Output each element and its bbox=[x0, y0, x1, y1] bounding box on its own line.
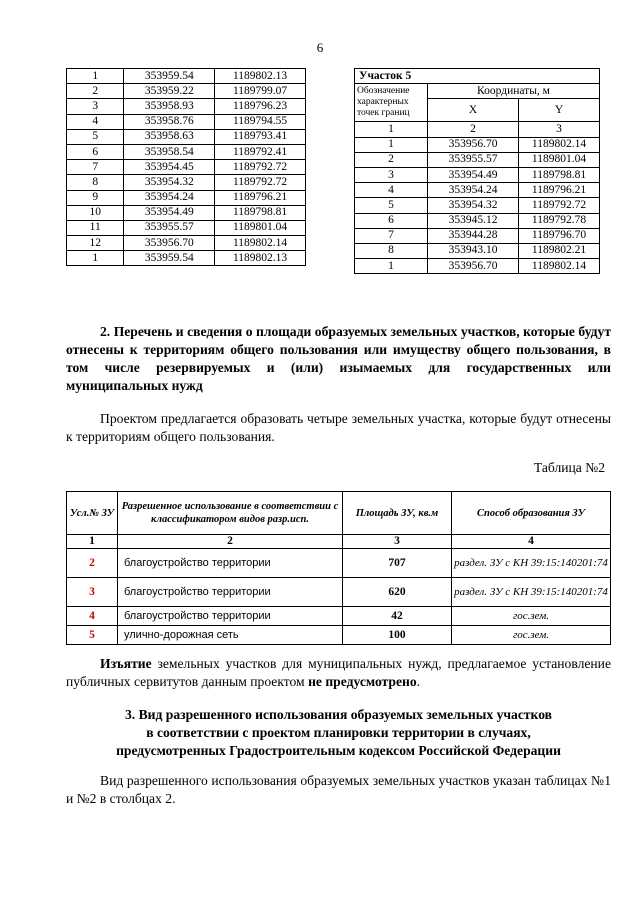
coord-y: 1189798.81 bbox=[519, 167, 600, 182]
seizure-bold-start: Изъятие bbox=[100, 656, 152, 671]
point-number: 4 bbox=[355, 183, 428, 198]
table-row bbox=[67, 144, 306, 159]
point-number: 7 bbox=[67, 160, 124, 175]
point-number: 4 bbox=[67, 114, 124, 129]
coord-x: 353954.32 bbox=[124, 175, 215, 190]
section-3-title bbox=[66, 706, 611, 760]
point-number: 2 bbox=[67, 84, 124, 99]
table-row bbox=[355, 183, 600, 198]
table-row bbox=[355, 213, 600, 228]
coord-y: 1189792.72 bbox=[215, 160, 306, 175]
coord-y: 1189792.72 bbox=[215, 175, 306, 190]
coord-x: 353956.70 bbox=[428, 259, 519, 274]
section-3-line-2: в соответствии с проектом планировки территории в случаях, bbox=[146, 725, 531, 740]
coord-x: 353956.70 bbox=[428, 137, 519, 152]
point-number: 12 bbox=[67, 236, 124, 251]
coord-y: 1189802.13 bbox=[215, 69, 306, 84]
coord-x: 353958.54 bbox=[124, 144, 215, 159]
point-number: 5 bbox=[355, 198, 428, 213]
coord-y: 1189796.21 bbox=[215, 190, 306, 205]
point-number: 1 bbox=[355, 137, 428, 152]
point-number: 8 bbox=[67, 175, 124, 190]
coord-y: 1189792.41 bbox=[215, 144, 306, 159]
coord-x: 353954.49 bbox=[428, 167, 519, 182]
table-row bbox=[67, 69, 306, 84]
table-row bbox=[67, 114, 306, 129]
plot-number: 2 bbox=[67, 549, 118, 578]
header-method: Способ образования ЗУ bbox=[452, 492, 611, 535]
coord-x: 353943.10 bbox=[428, 243, 519, 258]
plot-title: Участок 5 bbox=[355, 69, 600, 84]
table-row bbox=[67, 175, 306, 190]
coord-y: 1189794.55 bbox=[215, 114, 306, 129]
page-number: 6 bbox=[316, 40, 324, 55]
header-x: X bbox=[428, 99, 519, 122]
paragraph-plots-formation: Проектом предлагается образовать четыре земельных участка, которые будут отнесены к территориям общего пользования. bbox=[66, 411, 611, 444]
coord-x: 353959.54 bbox=[124, 69, 215, 84]
point-number: 8 bbox=[355, 243, 428, 258]
coord-y: 1189802.14 bbox=[215, 236, 306, 251]
formation-method: гос.зем. bbox=[452, 626, 611, 645]
point-number: 3 bbox=[67, 99, 124, 114]
formation-method: гос.зем. bbox=[452, 607, 611, 626]
coord-x: 353958.63 bbox=[124, 129, 215, 144]
point-number: 9 bbox=[67, 190, 124, 205]
formation-method: раздел. ЗУ с КН 39:15:140201:74 bbox=[452, 578, 611, 607]
index-cell: 3 bbox=[519, 122, 600, 137]
coord-y: 1189792.78 bbox=[519, 213, 600, 228]
section-3-line-3: предусмотренных Градостроительным кодексом Российской Федерации bbox=[116, 743, 561, 758]
header-y: Y bbox=[519, 99, 600, 122]
table-row bbox=[67, 251, 306, 266]
point-number: 2 bbox=[355, 152, 428, 167]
table-row bbox=[355, 167, 600, 182]
point-number: 1 bbox=[67, 69, 124, 84]
plot-area: 42 bbox=[343, 607, 452, 626]
point-number: 3 bbox=[355, 167, 428, 182]
point-number: 6 bbox=[67, 144, 124, 159]
seizure-text: земельных участков для муниципальных нужд, предлагаемое установление публичных сервитутов данным проектом bbox=[66, 656, 611, 689]
plot-number: 3 bbox=[67, 578, 118, 607]
index-cell: 4 bbox=[452, 535, 611, 549]
coord-y: 1189802.13 bbox=[215, 251, 306, 266]
point-number: 6 bbox=[355, 213, 428, 228]
point-number: 1 bbox=[355, 259, 428, 274]
coord-y: 1189796.21 bbox=[519, 183, 600, 198]
coord-y: 1189802.14 bbox=[519, 259, 600, 274]
point-number: 11 bbox=[67, 220, 124, 235]
formation-method: раздел. ЗУ с КН 39:15:140201:74 bbox=[452, 549, 611, 578]
coord-y: 1189796.70 bbox=[519, 228, 600, 243]
section-3-line-1: 3. Вид разрешенного использования образуемых земельных участков bbox=[125, 707, 552, 722]
index-cell: 3 bbox=[343, 535, 452, 549]
index-cell: 1 bbox=[355, 122, 428, 137]
coord-x: 353954.45 bbox=[124, 160, 215, 175]
coord-y: 1189799.07 bbox=[215, 84, 306, 99]
coordinates-table-continued bbox=[66, 68, 306, 266]
coord-x: 353959.22 bbox=[124, 84, 215, 99]
table-row bbox=[67, 205, 306, 220]
point-number: 10 bbox=[67, 205, 124, 220]
table-row bbox=[67, 190, 306, 205]
plot-area: 707 bbox=[343, 549, 452, 578]
table-row bbox=[67, 236, 306, 251]
table-row bbox=[67, 84, 306, 99]
section-2-title: 2. Перечень и сведения о площади образуемых земельных участков, которые будут отнесены к территориям общего пользования или имуществу общего пользования, в том числе резервируемых и (или) изымаемых для государственных или муниципальных нужд bbox=[66, 324, 611, 393]
index-cell: 2 bbox=[118, 535, 343, 549]
header-area: Площадь ЗУ, кв.м bbox=[343, 492, 452, 535]
table-row bbox=[67, 129, 306, 144]
coord-y: 1189798.81 bbox=[215, 205, 306, 220]
table-row bbox=[355, 259, 600, 274]
table-row bbox=[67, 578, 611, 607]
point-number: 7 bbox=[355, 228, 428, 243]
coord-x: 353954.32 bbox=[428, 198, 519, 213]
header-number: Усл.№ ЗУ bbox=[67, 492, 118, 535]
coord-y: 1189802.14 bbox=[519, 137, 600, 152]
seizure-end: . bbox=[416, 674, 421, 689]
table-2 bbox=[66, 491, 611, 645]
coord-y: 1189792.72 bbox=[519, 198, 600, 213]
coord-x: 353956.70 bbox=[124, 236, 215, 251]
coord-x: 353955.57 bbox=[428, 152, 519, 167]
plot-area: 100 bbox=[343, 626, 452, 645]
coord-y: 1189801.04 bbox=[215, 220, 306, 235]
table-row bbox=[67, 220, 306, 235]
coord-x: 353955.57 bbox=[124, 220, 215, 235]
coord-x: 353945.12 bbox=[428, 213, 519, 228]
header-point-designation: Обозначение характерных точек границ bbox=[355, 84, 428, 122]
table-row bbox=[67, 160, 306, 175]
plot-number: 4 bbox=[67, 607, 118, 626]
coord-y: 1189801.04 bbox=[519, 152, 600, 167]
header-coordinates: Координаты, м bbox=[428, 84, 600, 99]
coord-x: 353954.24 bbox=[428, 183, 519, 198]
table-row bbox=[355, 228, 600, 243]
table-row bbox=[355, 243, 600, 258]
not-provided-bold: не предусмотрено bbox=[308, 674, 417, 689]
index-cell: 1 bbox=[67, 535, 118, 549]
coord-y: 1189796.23 bbox=[215, 99, 306, 114]
table-row bbox=[355, 137, 600, 152]
table-row bbox=[355, 198, 600, 213]
point-number: 5 bbox=[67, 129, 124, 144]
index-cell: 2 bbox=[428, 122, 519, 137]
table-row bbox=[67, 626, 611, 645]
table-2-caption: Таблица №2 bbox=[533, 460, 605, 475]
plot-5-coordinates-table bbox=[354, 68, 600, 274]
coord-x: 353958.76 bbox=[124, 114, 215, 129]
table-row bbox=[67, 99, 306, 114]
coord-y: 1189793.41 bbox=[215, 129, 306, 144]
plot-area: 620 bbox=[343, 578, 452, 607]
table-row bbox=[355, 152, 600, 167]
coord-x: 353958.93 bbox=[124, 99, 215, 114]
table-row bbox=[67, 607, 611, 626]
paragraph-seizure bbox=[66, 655, 611, 691]
coord-y: 1189802.21 bbox=[519, 243, 600, 258]
permitted-use: улично-дорожная сеть bbox=[118, 626, 343, 645]
header-permitted-use: Разрешенное использование в соответствии с классификатором видов разр.исп. bbox=[118, 492, 343, 535]
permitted-use: благоустройство территории bbox=[118, 549, 343, 578]
coord-x: 353954.24 bbox=[124, 190, 215, 205]
table-row bbox=[67, 549, 611, 578]
coord-x: 353954.49 bbox=[124, 205, 215, 220]
coord-x: 353959.54 bbox=[124, 251, 215, 266]
point-number: 1 bbox=[67, 251, 124, 266]
coord-x: 353944.28 bbox=[428, 228, 519, 243]
paragraph-permitted-use: Вид разрешенного использования образуемых земельных участков указан таблицах №1 и №2 в столбцах 2. bbox=[66, 773, 611, 806]
permitted-use: благоустройство территории bbox=[118, 607, 343, 626]
plot-number: 5 bbox=[67, 626, 118, 645]
permitted-use: благоустройство территории bbox=[118, 578, 343, 607]
